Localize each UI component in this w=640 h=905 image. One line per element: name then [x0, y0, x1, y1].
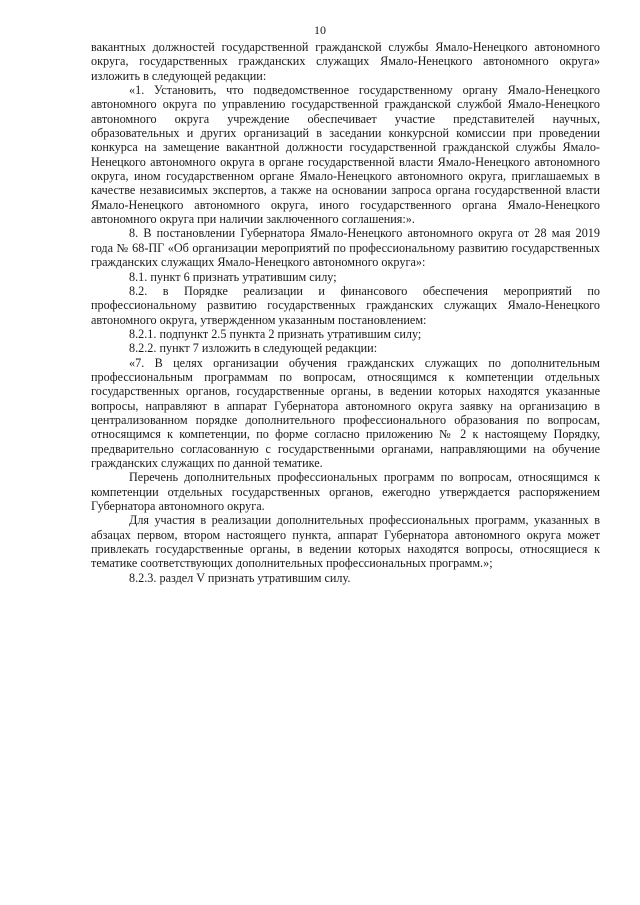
paragraph-item-8-2: 8.2. в Порядке реализации и финансового обеспечения мероприятий по профессиональному развитию государственных гражданских служащих Ямало-Ненецкого автономного округа, утвержденном указанным постановлением: [91, 283, 600, 327]
paragraph-quoted-clause-7: «7. В целях организации обучения гражданских служащих по дополнительным профессиональным программам по вопросам, относящимся к компетенции отдельных государственных органов, государственные органы, в ведении которых находятся указанные вопросы, направляют в аппарат Губернатора автономного округа заявку на организацию в централизованном порядке дополнительного профессионального образования по вопросам, относящимся к компетенции, по форме согласно приложению № 2 к настоящему Порядку, предварительно согласованную с государственными органами, направляющими на обучение гражданских служащих по данной тематике. [91, 355, 600, 470]
paragraph-item-8-2-2: 8.2.2. пункт 7 изложить в следующей редакции: [129, 341, 378, 356]
paragraph-program-list: Перечень дополнительных профессиональных программ по вопросам, относящимся к компетенции отдельных государственных органов, ежегодно утверждается распоряжением Губернатора автономного округа. [91, 470, 600, 513]
paragraph-item-8: 8. В постановлении Губернатора Ямало-Ненецкого автономного округа от 28 мая 2019 года № 68-ПГ «Об организации мероприятий по профессиональному развитию государственных гражданских служащих Ямало-Ненецкого автономного округа»: [91, 226, 600, 270]
page-number: 10 [314, 23, 326, 37]
paragraph-item-8-1: 8.1. пункт 6 признать утратившим силу; [129, 269, 337, 284]
document-body [91, 40, 600, 585]
paragraph-participation: Для участия в реализации дополнительных профессиональных программ, указанных в абзацах первом, втором настоящего пункта, аппарат Губернатора автономного округа может привлекать государственные органы, в ведении которых находятся вопросы, относящиеся к тематике соответствующих дополнительных профессиональных программ.»; [91, 513, 600, 571]
paragraph-quoted-clause-1: «1. Установить, что подведомственное государственному органу Ямало-Ненецкого автономного округа по управлению государственной гражданской службой Ямало-Ненецкого автономного округа учреждение обеспечивает участие представителей научных, образовательных и других организаций в заседании конкурсной комиссии при проведении конкурса на замещение вакантной должности государственной гражданской службы Ямало-Ненецкого автономного округа в органе государственной власти Ямало-Ненецкого автономного округа, ином государственном органе Ямало-Ненецкого автономного округа, приглашаемых в качестве независимых экспертов, а также на основании запроса органа государственной власти Ямало-Ненецкого автономного округа, иного государственного органа Ямало-Ненецкого автономного округа при наличии заключенного соглашения:». [91, 83, 600, 227]
paragraph-continuation: вакантных должностей государственной гражданской службы Ямало-Ненецкого автономного округа, государственных гражданских служащих Ямало-Ненецкого автономного округа» изложить в следующей редакции: [91, 40, 600, 83]
paragraph-item-8-2-3: 8.2.3. раздел V признать утратившим силу. [129, 570, 351, 585]
paragraph-item-8-2-1: 8.2.1. подпункт 2.5 пункта 2 признать утратившим силу; [129, 326, 422, 341]
